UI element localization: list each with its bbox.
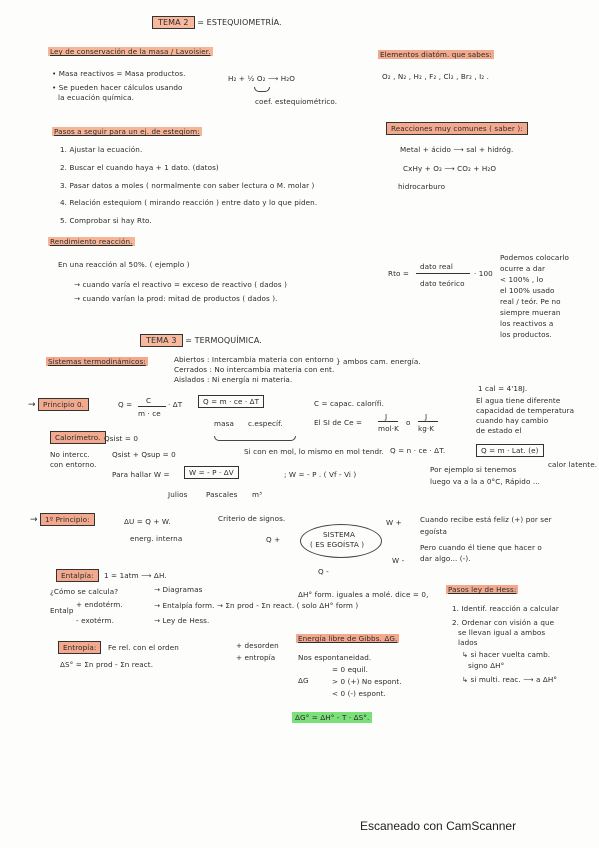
p0-q1-num: C — [146, 396, 152, 405]
p0-si: El SI de Ce = — [314, 418, 363, 427]
hess-item-1: 1. Identif. reacción a calcular — [452, 604, 559, 613]
p1-note-4: dar algo... (-). — [420, 554, 471, 563]
p0-si-line — [378, 421, 398, 422]
ley-bullet1: • Masa reactivos = Masa productos. — [52, 69, 186, 78]
rendimiento-example: En una reacción al 50%. ( ejemplo ) — [58, 260, 190, 269]
p0-julios: Julios — [168, 490, 188, 499]
rto-note-3: < 100% , lo — [500, 275, 544, 284]
p0-m3: m³ — [252, 490, 263, 499]
p1-energia: energ. interna — [130, 534, 183, 543]
rto-note-1: Podemos colocarlo — [500, 253, 570, 262]
rto-note-2: ocurre a dar — [500, 264, 546, 273]
p0-si-j2: J — [425, 412, 428, 421]
entalpia-endo: + endotérm. — [76, 600, 123, 609]
p0-si-j: J — [385, 412, 388, 421]
ley-coef: coef. estequiométrico. — [255, 97, 338, 106]
pasos-item-4: 4. Relación estequiom ( mirando reacción ) entre dato y lo que piden. — [60, 198, 318, 207]
reacciones-r2: CxHy + O₂ ⟶ CO₂ + H₂O — [403, 164, 497, 173]
p0-porej: Por ejemplo si tenemos — [430, 465, 517, 474]
rendimiento-arrow1: → cuando varía el reactivo = exceso de reactivo ( dados ) — [74, 280, 288, 289]
p0-c: C = capac. calorífi. — [314, 399, 384, 408]
p1-wminus: W - — [392, 556, 405, 565]
p0-agua-4: de estado el — [476, 426, 522, 435]
ley-bullet2a: • Se pueden hacer cálculos usando — [52, 83, 183, 92]
entalpia-entalp: Entalp — [50, 606, 74, 615]
hess-item-7: ↳ si multi. reac. ⟶ a ΔH° — [462, 675, 558, 684]
p0-qsum: Qsist + Qsup = 0 — [112, 450, 176, 459]
p0-w: W = - P · ΔV — [184, 468, 239, 477]
hess-item-3: se llevan igual a ambos — [458, 628, 546, 637]
hess-item-5: ↳ si hacer vuelta camb. — [462, 650, 551, 659]
tema3-title — [140, 336, 262, 345]
reacciones-r2-note: hidrocarburo — [398, 182, 446, 191]
diatom-list: O₂ , N₂ , H₂ , F₂ , Cl₂ , Br₂ , I₂ . — [382, 72, 490, 81]
hess-item-4: lados — [458, 638, 478, 647]
rto-note-4: el 100% usado — [500, 286, 555, 295]
camscanner-watermark: Escaneado con CamScanner — [360, 819, 517, 833]
principio1-label: → 1º Principio: — [30, 515, 95, 525]
p0-agua-3: cuando hay cambio — [476, 416, 549, 425]
tema3-text: = TERMOQUÍMICA. — [185, 336, 262, 345]
coef-brace — [254, 87, 270, 92]
p0-agua-2: capacidad de temperatura — [476, 406, 575, 415]
rto-note-8: los productos. — [500, 330, 552, 339]
rto-note-7: los reactivos a — [500, 319, 554, 328]
p1-wplus: W + — [386, 518, 402, 527]
gibbs-eq: = 0 equil. — [332, 665, 368, 674]
entalpia-def: 1 = 1atm ⟶ ΔH. — [104, 571, 167, 580]
calorimetro-label: Calorímetro. — [50, 433, 106, 442]
rto-num: dato real — [420, 262, 453, 271]
gibbs-g: ΔG — [298, 676, 309, 685]
p1-sistema1: SISTEMA — [323, 530, 355, 539]
ley-equation: H₂ + ½ O₂ ⟶ H₂O — [228, 74, 295, 83]
p0-brace — [214, 436, 296, 441]
hess-item-6: signo ΔH° — [468, 661, 505, 670]
p0-q2-masa: masa — [214, 419, 234, 428]
p1-qminus: Q - — [318, 567, 329, 576]
rto-times: · 100 — [474, 269, 493, 278]
diatom-heading: Elementos diatóm. que sabes: — [380, 50, 492, 59]
p0-calorlat: calor latente. — [548, 460, 598, 469]
p0-si-mol: mol·K — [378, 424, 399, 433]
sistemas-heading: Sistemas termodinámicos: — [48, 357, 146, 366]
entropia-entropia: + entropía — [236, 653, 276, 662]
principio0-label: → Principio 0. — [28, 400, 89, 410]
entalpia-item-1: → Diagramas — [154, 585, 203, 594]
p0-q1-line — [138, 406, 166, 407]
entalpia-item-3: → Ley de Hess. — [154, 616, 210, 625]
rto-note-6: siempre mueran — [500, 308, 561, 317]
reacciones-heading: Reacciones muy comunes ( saber ): — [386, 124, 528, 133]
reacciones-r1: Metal + ácido ⟶ sal + hidróg. — [400, 145, 514, 154]
p0-sicon: Si con en mol, lo mismo en mol tendr. — [244, 447, 384, 456]
sistemas-aislado: Aislados : Ni energía ni materia. — [174, 375, 293, 384]
sistemas-cerrado: Cerrados : No intercambia materia con ent. — [174, 365, 335, 374]
p1-qplus: Q + — [266, 535, 281, 544]
rto-den: dato teórico — [420, 279, 465, 288]
pasos-item-3: 3. Pasar datos a moles ( normalmente con saber lectura o M. molar ) — [60, 181, 315, 190]
p1-sistema2: ( ES EGOÍSTA ) — [310, 540, 365, 549]
ley-bullet2b: la ecuación química. — [58, 93, 134, 102]
p0-w2: ; W = - P . ( Vf - Vi ) — [284, 470, 357, 479]
pasos-item-5: 5. Comprobar si hay Rto. — [60, 216, 152, 225]
tema3-box: TEMA 3 — [140, 334, 183, 347]
pasos-item-2: 2. Buscar el cuando haya + 1 dato. (datos) — [60, 163, 219, 172]
gibbs-nos: Nos espontaneidad. — [298, 653, 372, 662]
gibbs-heading: Energía libre de Gibbs. ΔG. — [298, 634, 398, 643]
p0-q2: Q = m · ce · ΔT — [198, 397, 264, 406]
p1-note-2: egoísta — [420, 527, 448, 536]
p0-qml: Q = m · Lat. (e) — [476, 446, 544, 455]
rto-label: Rto = — [388, 269, 410, 278]
p0-agua-1: El agua tiene diferente — [476, 396, 561, 405]
p1-criterio: Criterio de signos. — [218, 514, 286, 523]
entropia-def: Fe rel. con el orden — [108, 643, 179, 652]
entalpia-como: ¿Cómo se calcula? — [50, 587, 119, 596]
p0-luego: luego va a la a 0°C, Rápido ... — [430, 477, 540, 486]
rto-fraction-line — [416, 273, 470, 274]
p0-noint1: No intercc. — [50, 450, 90, 459]
sistemas-abierto: Abiertos : Intercambia materia con entorno — [174, 355, 334, 364]
hess-heading: Pasos ley de Hess: — [448, 585, 517, 594]
tema2-title — [152, 18, 282, 27]
entropia-desorden: + desorden — [236, 641, 279, 650]
pasos-item-1: 1. Ajustar la ecuación. — [60, 145, 143, 154]
entalpia-form: ΔH° form. iguales a molé. dice = 0, — [298, 590, 429, 599]
gibbs-formula: ΔG° = ΔH° - T · ΔS°. — [292, 713, 372, 722]
ley-heading: Ley de conservación de la masa / Lavoisier. — [50, 47, 211, 56]
tema2-box: TEMA 2 — [152, 16, 195, 29]
entropia-eq: ΔS° = Σn prod - Σn react. — [60, 660, 154, 669]
p1-note-3: Pero cuando él tiene que hacer o — [420, 543, 542, 552]
gibbs-neg: < 0 (-) espont. — [332, 689, 386, 698]
entalpia-heading: Entalpía: — [56, 571, 99, 580]
p0-pascal: Pascales — [206, 490, 238, 499]
rendimiento-heading: Rendimiento reacción. — [50, 237, 133, 246]
p0-qn: Q = n · ce · ΔT. — [390, 446, 446, 455]
hess-item-2: 2. Ordenar con visión a que — [452, 618, 555, 627]
p0-si-kg: kg·K — [418, 424, 435, 433]
entalpia-exo: - exotérm. — [76, 616, 114, 625]
p0-trab: Para hallar W = — [112, 470, 170, 479]
rto-note-5: real / teór. Pe no — [500, 297, 561, 306]
p0-qsys: Qsist = 0 — [104, 434, 139, 443]
p0-q2-ce: c.específ. — [248, 419, 283, 428]
entalpia-item-2: → Entalpía form. → Σn prod - Σn react. ( solo ΔH° form ) — [154, 601, 359, 610]
rendimiento-arrow2: → cuando varían la prod: mitad de productos ( dados ). — [74, 294, 278, 303]
entropia-heading: Entropía: — [58, 643, 101, 652]
sistemas-ambos: } ambos cam. energía. — [336, 357, 421, 366]
sistemas-cal: 1 cal = 4'18J. — [478, 384, 528, 393]
p1-eq: ΔU = Q + W. — [124, 517, 171, 526]
gibbs-pos: > 0 (+) No espont. — [332, 677, 402, 686]
pasos-heading: Pasos a seguir para un ej. de esteqiom: — [54, 127, 200, 136]
p0-o: o — [406, 418, 411, 427]
p0-q1: Q = — [118, 400, 133, 409]
p0-noint2: con entorno. — [50, 460, 97, 469]
p1-note-1: Cuando recibe está feliz (+) por ser — [420, 515, 552, 524]
p0-q1-tail: · ΔT — [168, 400, 183, 409]
tema2-text: = ESTEQUIOMETRÍA. — [197, 18, 282, 27]
p0-q1-den: m · ce — [138, 409, 161, 418]
p0-si-line2 — [418, 421, 438, 422]
